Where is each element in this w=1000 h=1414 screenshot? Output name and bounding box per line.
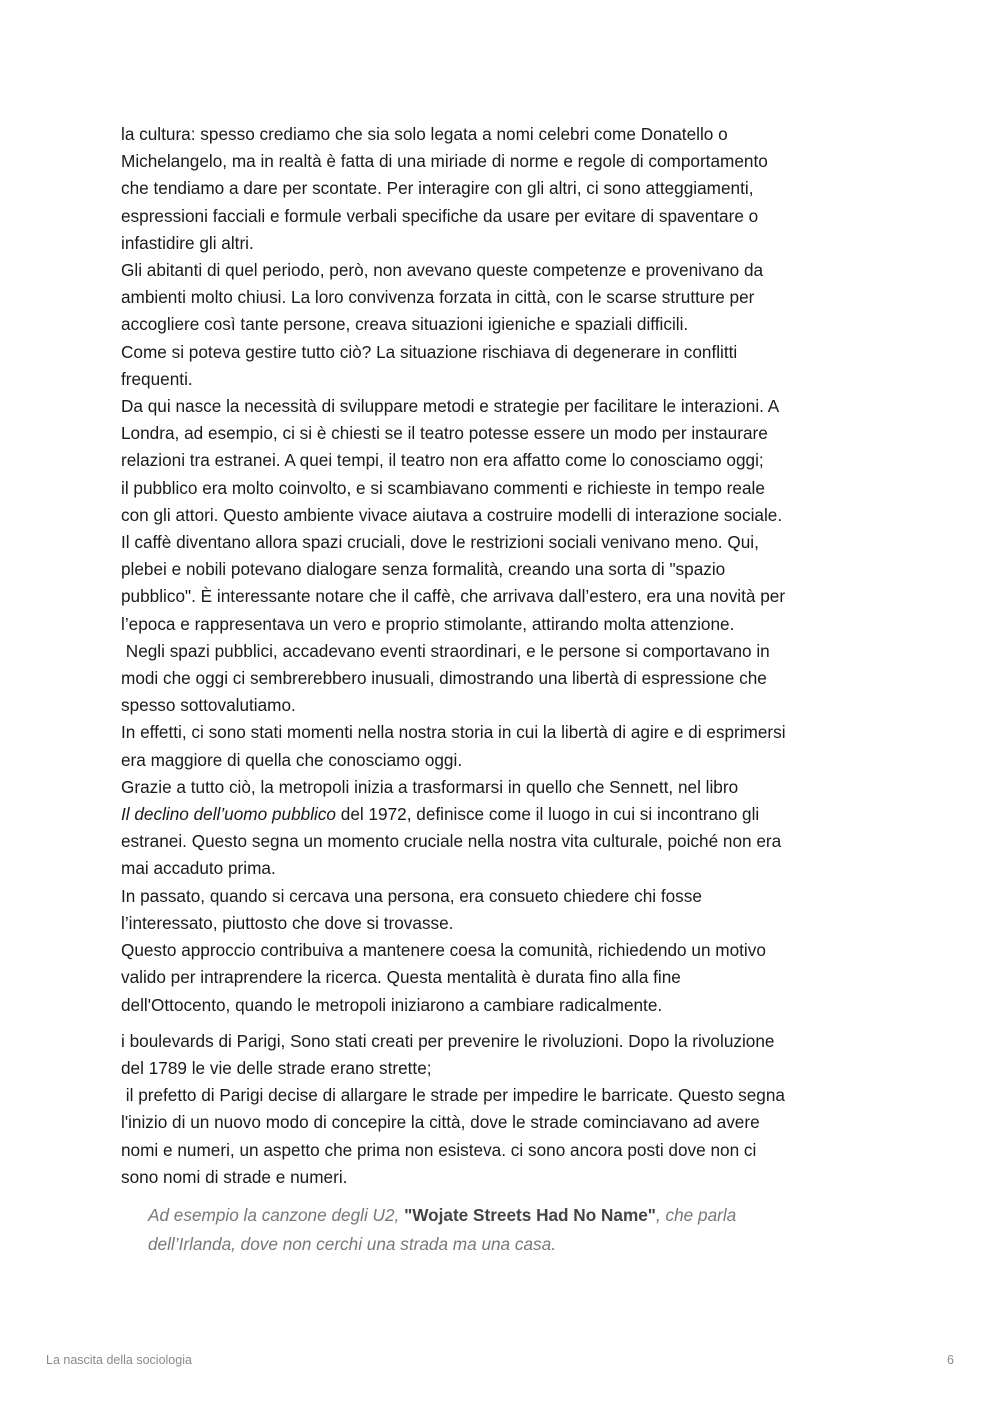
text-line: plebei e nobili potevano dialogare senza formalità, creando una sorta di "spazio <box>121 559 726 580</box>
text-line: infastidire gli altri. <box>121 232 254 253</box>
text-line: con gli attori. Questo ambiente vivace aiutava a costruire modelli di interazione sociale. <box>121 504 783 525</box>
text-line: che tendiamo a dare per scontate. Per interagire con gli altri, ci sono atteggiamenti, <box>121 178 754 199</box>
song-quote <box>148 1201 881 1259</box>
text-line: pubblico". È interessante notare che il caffè, che arrivava dall’estero, era una novità per <box>121 586 786 607</box>
text-line: Gli abitanti di quel periodo, però, non avevano queste competenze e provenivano da <box>121 260 764 281</box>
footer-document-title: La nascita della sociologia <box>46 1353 192 1367</box>
text-line: mai accaduto prima. <box>121 858 276 879</box>
text-line: frequenti. <box>121 368 193 389</box>
text-line: Grazie a tutto ciò, la metropoli inizia a trasformarsi in quello che Sennett, nel libro <box>121 776 739 797</box>
text-line: relazioni tra estranei. A quei tempi, il teatro non era affatto come lo conosciamo oggi; <box>121 450 764 471</box>
text-line: Negli spazi pubblici, accadevano eventi straordinari, e le persone si comportavano in <box>121 640 770 661</box>
text-line: era maggiore di quella che conosciamo oggi. <box>121 749 463 770</box>
text-line: ambienti molto chiusi. La loro convivenza forzata in città, con le scarse strutture per <box>121 287 755 308</box>
text-line: l’interessato, piuttosto che dove si trovasse. <box>121 912 454 933</box>
book-title: Il declino dell’uomo pubblico <box>121 804 336 825</box>
paragraph-block-1 <box>121 121 881 1019</box>
text-line: il pubblico era molto coinvolto, e si scambiavano commenti e richieste in tempo reale <box>121 477 765 498</box>
text-line: il prefetto di Parigi decise di allargare le strade per impedire le barricate. Questo segna <box>121 1085 785 1106</box>
text-line: del 1789 le vie delle strade erano strette; <box>121 1057 432 1078</box>
text-line: valido per intraprendere la ricerca. Questa mentalità è durata fino alla fine <box>121 967 681 988</box>
text-line: Questo approccio contribuiva a mantenere coesa la comunità, richiedendo un motivo <box>121 940 766 961</box>
quote-after: , che parla <box>655 1204 737 1225</box>
text-line: In passato, quando si cercava una persona, era consueto chiedere chi fosse <box>121 885 702 906</box>
text-line: modi che oggi ci sembrerebbero inusuali, dimostrando una libertà di espressione che <box>121 668 767 689</box>
text-line: Londra, ad esempio, ci si è chiesti se il teatro potesse essere un modo per instaurare <box>121 423 768 444</box>
footer-page-number: 6 <box>947 1353 954 1367</box>
text-line: In effetti, ci sono stati momenti nella nostra storia in cui la libertà di agire e di esprimersi <box>121 722 786 743</box>
document-body <box>121 121 881 1259</box>
text-line: spesso sottovalutiamo. <box>121 695 296 716</box>
text-line: espressioni facciali e formule verbali specifiche da usare per evitare di spaventare o <box>121 205 759 226</box>
text-line: sono nomi di strade e numeri. <box>121 1166 348 1187</box>
text-line: dell'Ottocento, quando le metropoli iniziarono a cambiare radicalmente. <box>121 994 663 1015</box>
text-line: Il caffè diventano allora spazi cruciali, dove le restrizioni sociali venivano meno. Qui, <box>121 532 759 553</box>
book-line-rest: del 1972, definisce come il luogo in cui si incontrano gli <box>335 804 760 825</box>
text-line <box>121 801 881 828</box>
text-line: la cultura: spesso crediamo che sia solo legata a nomi celebri come Donatello o <box>121 124 728 144</box>
quote-line-1 <box>148 1201 881 1230</box>
quote-song-title: "Wojate Streets Had No Name" <box>404 1204 656 1225</box>
text-line: l’epoca e rappresentava un vero e proprio stimolante, attirando molta attenzione. <box>121 613 735 634</box>
text-line: i boulevards di Parigi, Sono stati creati per prevenire le rivoluzioni. Dopo la rivoluzione <box>121 1030 775 1051</box>
text-line: Come si poteva gestire tutto ciò? La situazione rischiava di degenerare in conflitti <box>121 341 738 362</box>
text-line: l'inizio di un nuovo modo di concepire la città, dove le strade cominciavano ad avere <box>121 1112 760 1133</box>
paragraph-block-2 <box>121 1028 881 1191</box>
quote-before: Ad esempio la canzone degli U2, <box>148 1204 405 1225</box>
text-line: nomi e numeri, un aspetto che prima non esisteva. ci sono ancora posti dove non ci <box>121 1139 757 1160</box>
text-line: accogliere così tante persone, creava situazioni igieniche e spaziali difficili. <box>121 314 689 335</box>
text-line: estranei. Questo segna un momento cruciale nella nostra vita culturale, poiché non era <box>121 831 782 852</box>
text-line: Michelangelo, ma in realtà è fatta di una miriade di norme e regole di comportamento <box>121 151 768 172</box>
text-line: Da qui nasce la necessità di sviluppare metodi e strategie per facilitare le interazioni. A <box>121 396 780 417</box>
quote-line-2: dell’Irlanda, dove non cerchi una strada ma una casa. <box>148 1233 556 1254</box>
